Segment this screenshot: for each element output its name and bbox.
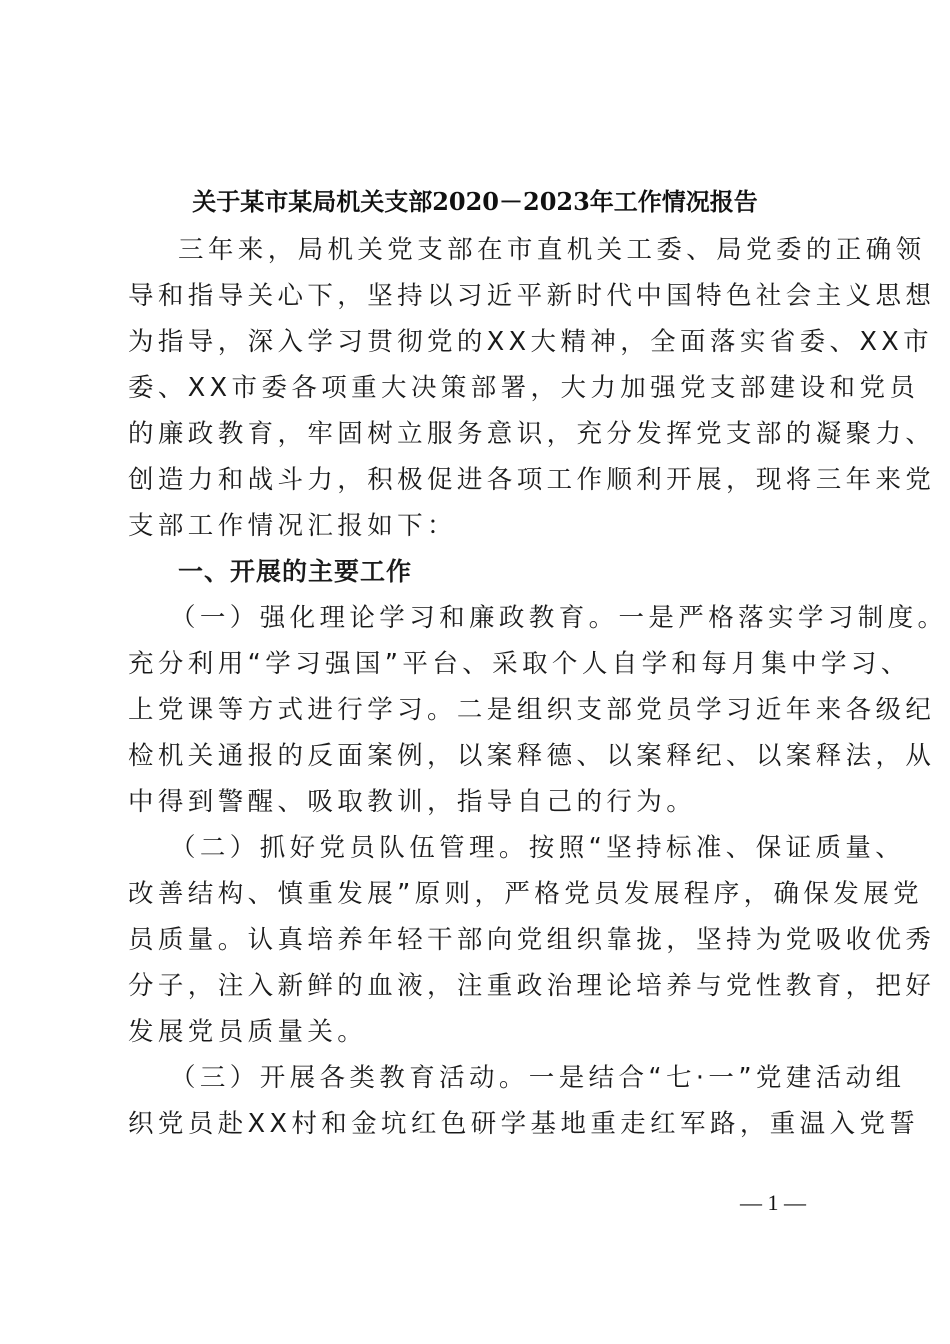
- intro-line-5: 的廉政教育，牢固树立服务意识，充分发挥党支部的凝聚力、: [128, 419, 936, 449]
- document-title: 关于某市某局机关支部2020－2023年工作情况报告: [192, 187, 758, 216]
- subsection-1-line-4: 检机关通报的反面案例，以案释德、以案释纪、以案释法，从: [128, 741, 936, 771]
- subsection-3-line-2: 织党员赴XX村和金坑红色研学基地重走红军路，重温入党誓: [128, 1109, 920, 1139]
- intro-line-4: 委、XX市委各项重大决策部署，大力加强党支部建设和党员: [128, 373, 920, 403]
- page-number: — 1 —: [740, 1190, 806, 1215]
- intro-line-6: 创造力和战斗力，积极促进各项工作顺利开展，现将三年来党: [128, 465, 936, 495]
- section-heading: 一、开展的主要工作: [178, 557, 413, 586]
- intro-line-1: 三年来，局机关党支部在市直机关工委、局党委的正确领: [178, 235, 926, 265]
- subsection-2-line-4: 分子，注入新鲜的血液，注重政治理论培养与党性教育，把好: [128, 971, 936, 1001]
- intro-line-2: 导和指导关心下，坚持以习近平新时代中国特色社会主义思想: [128, 281, 936, 311]
- subsection-1-line-3: 上党课等方式进行学习。二是组织支部党员学习近年来各级纪: [128, 695, 936, 725]
- subsection-2-line-3: 员质量。认真培养年轻干部向党组织靠拢，坚持为党吸收优秀: [128, 925, 936, 955]
- intro-line-3: 为指导，深入学习贯彻党的XX大精神，全面落实省委、XX市: [128, 327, 934, 357]
- subsection-2-line-5: 发展党员质量关。: [128, 1017, 368, 1047]
- subsection-1-line-1: （一）强化理论学习和廉政教育。一是严格落实学习制度。: [170, 603, 948, 633]
- subsection-3-line-1: （三）开展各类教育活动。一是结合“七·一”党建活动组: [170, 1063, 906, 1093]
- intro-line-7: 支部工作情况汇报如下：: [128, 511, 457, 541]
- subsection-1-line-2: 充分利用“学习强国”平台、采取个人自学和每月集中学习、: [128, 649, 911, 679]
- subsection-1-line-5: 中得到警醒、吸取教训，指导自己的行为。: [128, 787, 697, 817]
- subsection-2-line-1: （二）抓好党员队伍管理。按照“坚持标准、保证质量、: [170, 833, 906, 863]
- subsection-2-line-2: 改善结构、慎重发展”原则，严格党员发展程序，确保发展党: [128, 879, 924, 909]
